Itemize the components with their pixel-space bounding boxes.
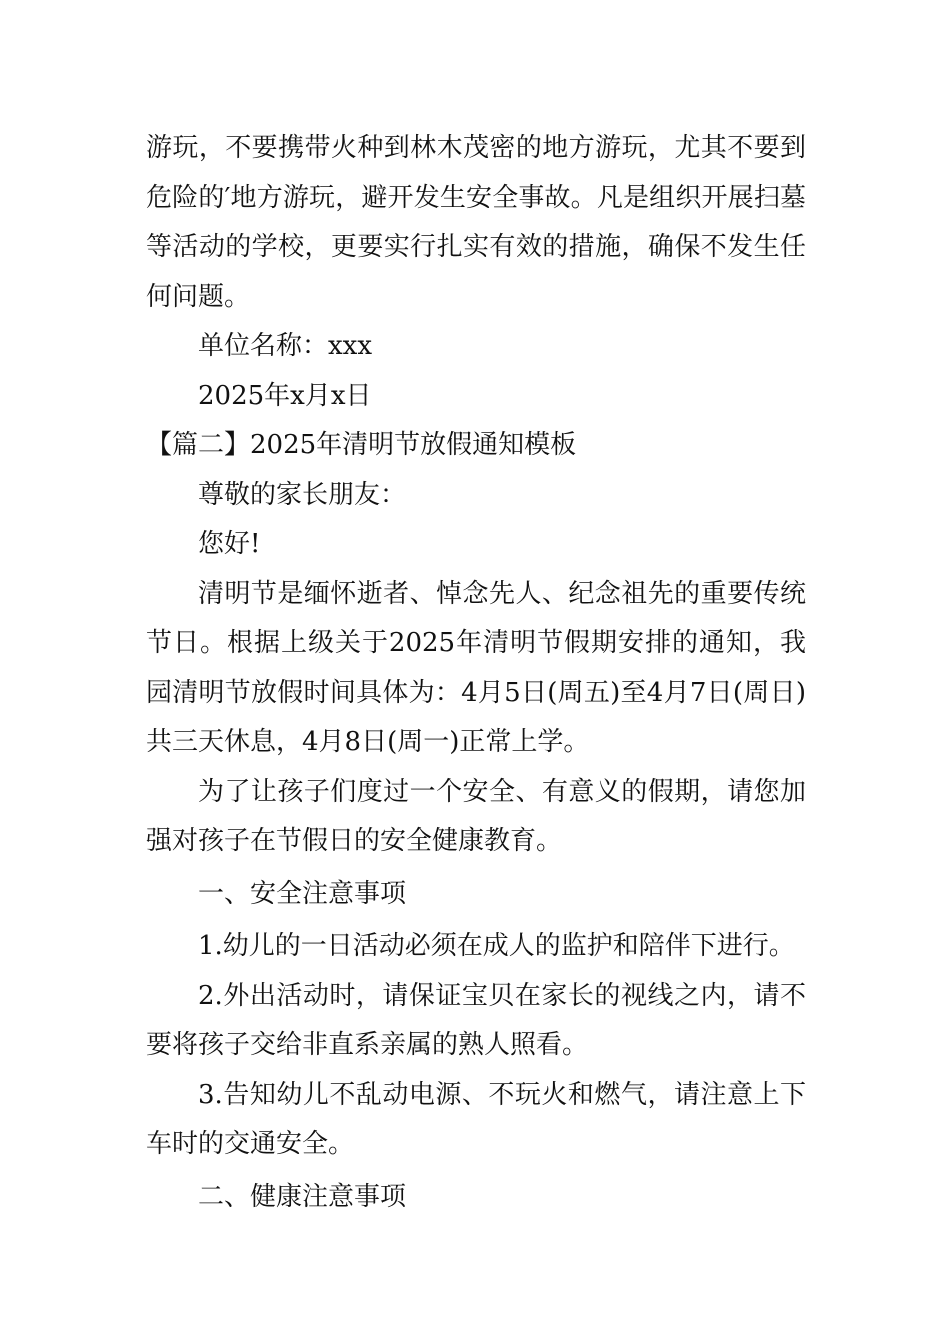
list-item-safety-2: 2.外出活动时，请保证宝贝在家长的视线之内，请不要将孩子交给非直系亲属的熟人照看。 bbox=[146, 980, 806, 1060]
paragraph-holiday-schedule: 清明节是缅怀逝者、悼念先人、纪念祖先的重要传统节日。根据上级关于2025年清明节假期安排的通知，我园清明节放假时间具体为：4月5日(周五)至4月7日(周日)共三天休息，4月8日(周一)正常上学。 bbox=[146, 578, 806, 757]
salutation: 尊敬的家长朋友： bbox=[198, 479, 407, 510]
greeting: 您好! bbox=[198, 529, 261, 559]
heading-health-notes: 二、健康注意事项 bbox=[198, 1181, 407, 1212]
paragraph-education-request: 为了让孩子们度过一个安全、有意义的假期，请您加强对孩子在节假日的安全健康教育。 bbox=[146, 776, 806, 856]
heading-safety-notes: 一、安全注意事项 bbox=[198, 878, 407, 909]
paragraph-safety-travel: 游玩，不要携带火种到林木茂密的地方游玩，尤其不要到危险的′地方游玩，避开发生安全事故。凡是组织开展扫墓等活动的学校，更要实行扎实有效的措施，确保不发生任何问题。 bbox=[146, 133, 806, 312]
list-item-safety-3: 3.告知幼儿不乱动电源、不玩火和燃气，请注意上下车时的交通安全。 bbox=[146, 1079, 806, 1159]
document-body bbox=[146, 124, 806, 1222]
list-item-safety-1: 1.幼儿的一日活动必须在成人的监护和陪伴下进行。 bbox=[198, 931, 795, 961]
section-heading-part-two: 【篇二】2025年清明节放假通知模板 bbox=[146, 430, 577, 460]
date-line: 2025年x月x日 bbox=[198, 380, 372, 411]
organization-name-line: 单位名称：xxx bbox=[198, 331, 372, 361]
